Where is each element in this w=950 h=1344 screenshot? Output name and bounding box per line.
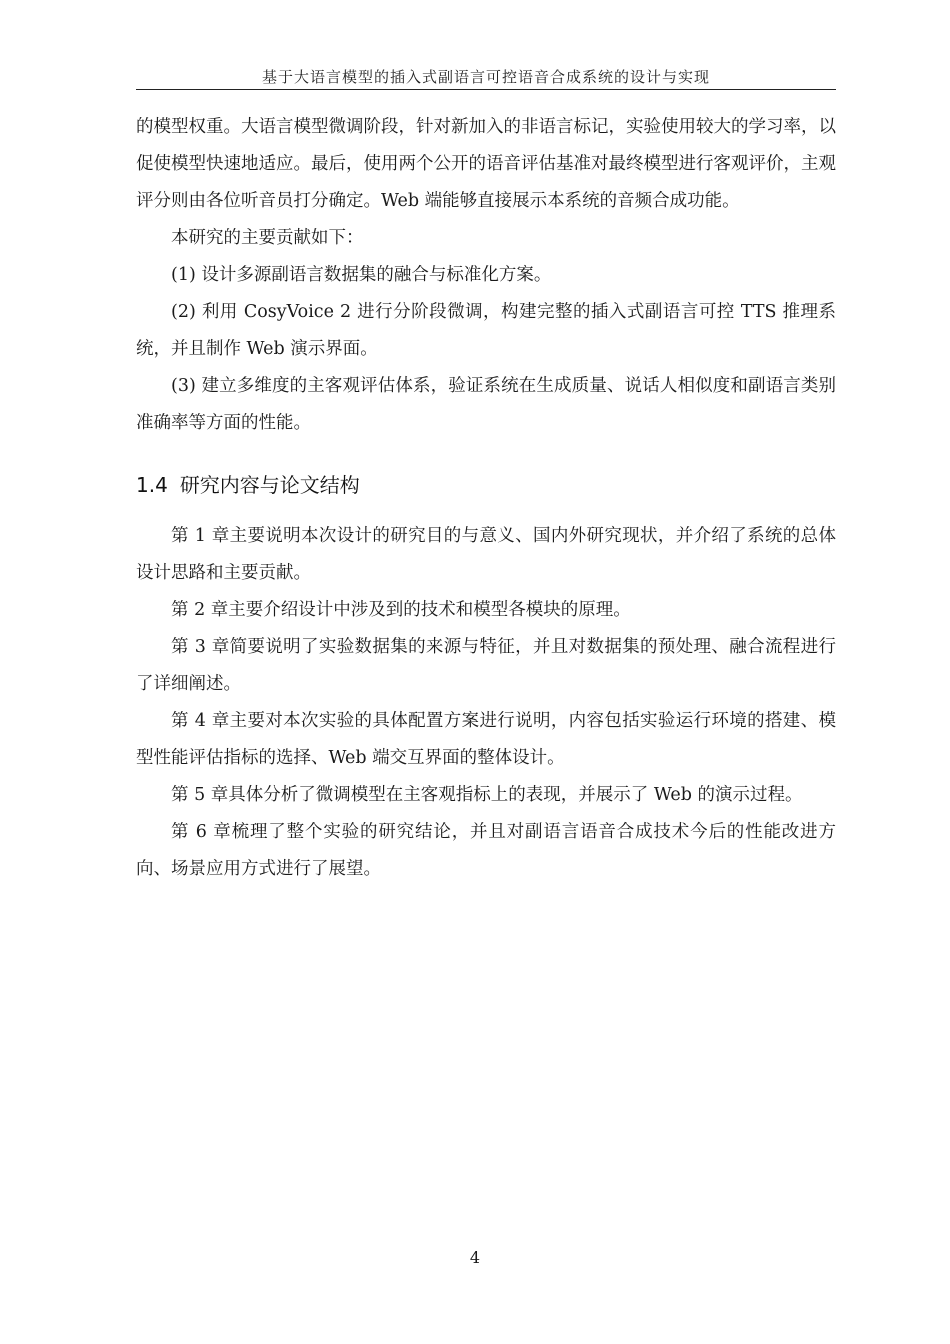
page-number: 4 [469, 1248, 481, 1267]
chapter-summary-4: 第 4 章主要对本次实验的具体配置方案进行说明，内容包括实验运行环境的搭建、模型性能评估指标的选择、Web 端交互界面的整体设计。 [136, 711, 836, 768]
contribution-item-3: (3) 建立多维度的主客观评估体系，验证系统在生成质量、说话人相似度和副语言类别准确率等方面的性能。 [136, 376, 836, 433]
contribution-item-1: (1) 设计多源副语言数据集的融合与标准化方案。 [171, 265, 552, 285]
chapter-summary-5: 第 5 章具体分析了微调模型在主客观指标上的表现，并展示了 Web 的演示过程。 [171, 785, 803, 805]
chapter-summary-3: 第 3 章简要说明了实验数据集的来源与特征，并且对数据集的预处理、融合流程进行了详细阐述。 [136, 637, 836, 694]
chapter-summary-6: 第 6 章梳理了整个实验的研究结论，并且对副语言语音合成技术今后的性能改进方向、场景应用方式进行了展望。 [136, 822, 836, 879]
contributions-intro: 本研究的主要贡献如下： [171, 228, 364, 248]
header-rule [136, 89, 836, 90]
running-header: 基于大语言模型的插入式副语言可控语音合成系统的设计与实现 [261, 68, 710, 86]
section-title: 研究内容与论文结构 [179, 473, 360, 497]
contribution-item-2: (2) 利用 CosyVoice 2 进行分阶段微调，构建完整的插入式副语言可控 TTS 推理系统，并且制作 Web 演示界面。 [136, 302, 836, 359]
section-heading [136, 467, 836, 504]
chapter-summary-2: 第 2 章主要介绍设计中涉及到的技术和模型各模块的原理。 [171, 600, 631, 620]
section-number: 1.4 [136, 473, 168, 497]
page-body [136, 109, 836, 888]
chapter-summary-1: 第 1 章主要说明本次设计的研究目的与意义、国内外研究现状，并介绍了系统的总体设计思路和主要贡献。 [136, 526, 836, 583]
paragraph-continued: 的模型权重。大语言模型微调阶段，针对新加入的非语言标记，实验使用较大的学习率，以促使模型快速地适应。最后，使用两个公开的语音评估基准对最终模型进行客观评价，主观评分则由各位听音员打分确定。Web 端能够直接展示本系统的音频合成功能。 [136, 117, 836, 211]
